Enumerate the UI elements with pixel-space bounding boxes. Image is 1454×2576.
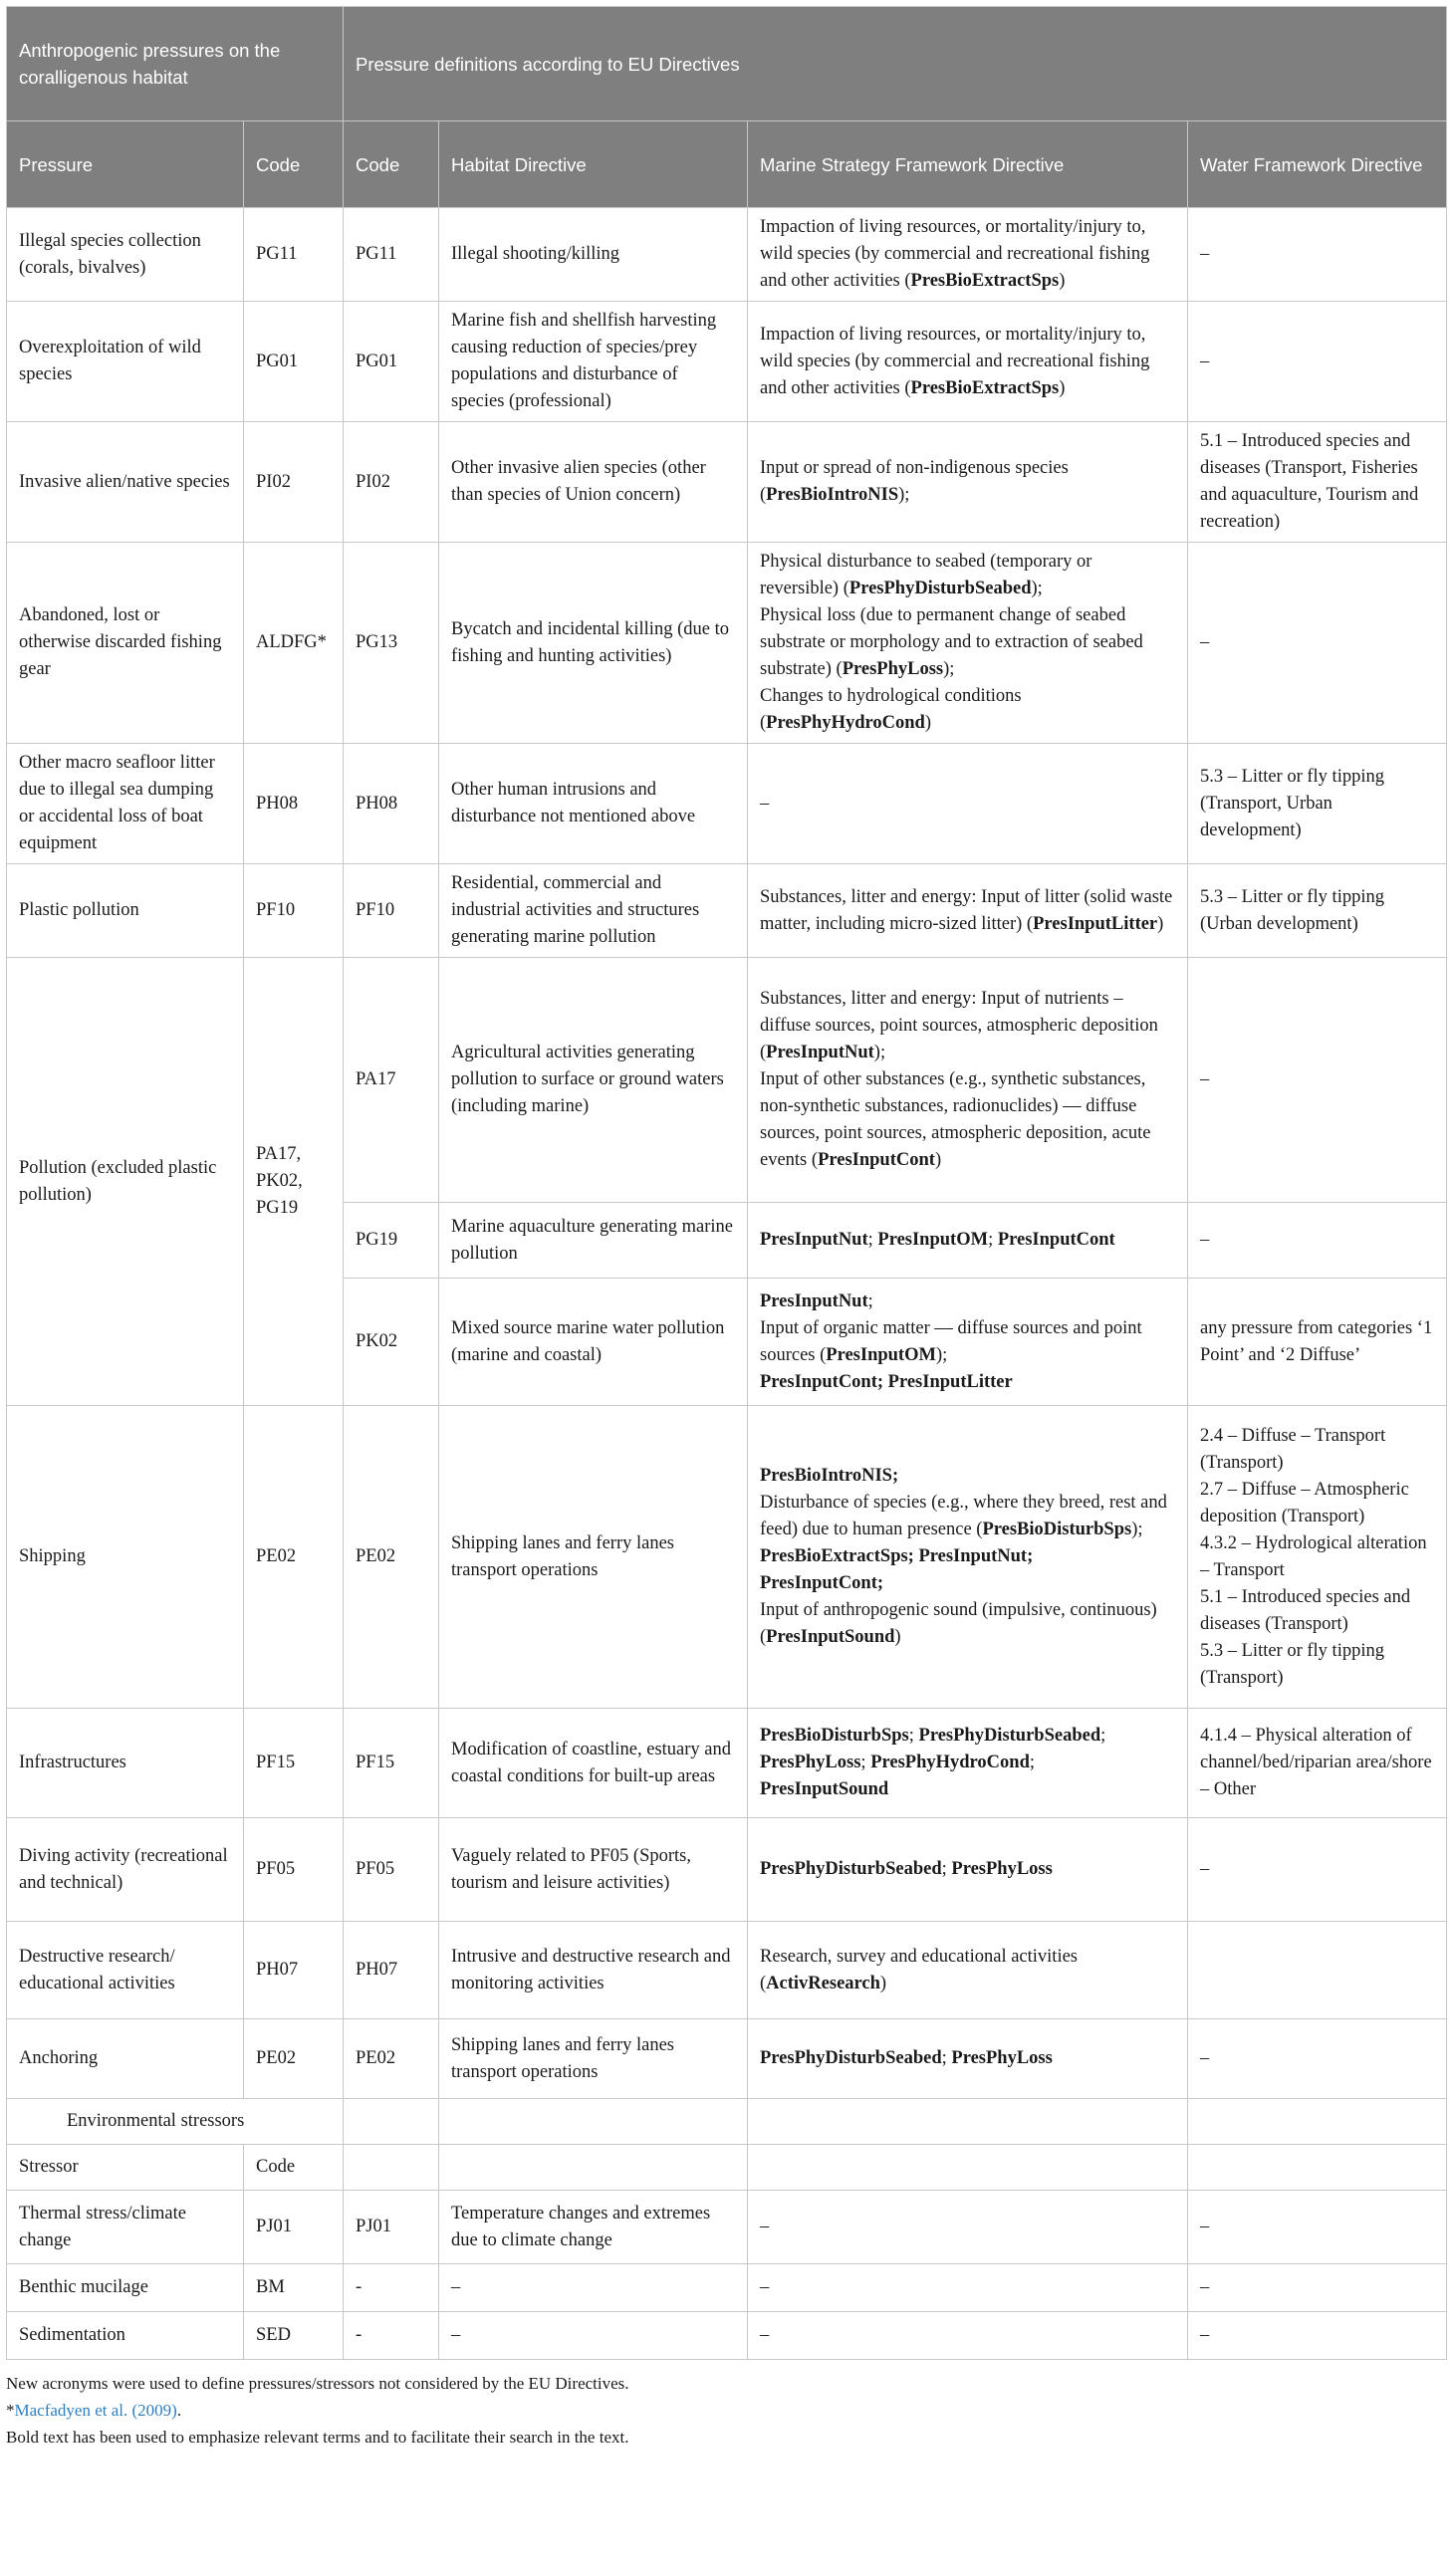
habitat-cell: Shipping lanes and ferry lanes transport operations (439, 2019, 748, 2099)
footnote-period: . (176, 2401, 182, 2420)
msfd-cell: – (748, 2312, 1188, 2360)
header-column-row (7, 121, 1447, 208)
habitat-cell: Marine fish and shellfish harvesting causing reduction of species/prey populations and disturbance of species (professional) (439, 302, 748, 422)
empty-cell (748, 2145, 1188, 2191)
habitat-cell: Vaguely related to PF05 (Sports, tourism and leisure activities) (439, 1818, 748, 1922)
bold-term: PresInputOM (826, 1344, 936, 1365)
pressure-cell: Diving activity (recreational and technical) (7, 1818, 244, 1922)
col-header-code2: Code (344, 121, 439, 208)
directive-code-cell: PJ01 (344, 2191, 439, 2264)
bold-term: PresBioIntroNIS; (760, 1466, 899, 1486)
wfd-cell: – (1188, 2264, 1447, 2312)
text-segment: 5.1 – Introduced species and diseases (Transport) (1200, 1586, 1411, 1634)
section-row (7, 2099, 1447, 2145)
stressor-cell: Benthic mucilage (7, 2264, 244, 2312)
text-segment: 4.1.4 – Physical alteration of channel/bed/riparian area/shore – Other (1200, 1726, 1432, 1799)
text-segment: ; (988, 1230, 998, 1250)
stressor-cell: Sedimentation (7, 2312, 244, 2360)
text-segment: ); (1031, 579, 1043, 598)
text-segment: Input of anthropogenic sound (impulsive, continuous) ( (760, 1600, 1157, 1647)
text-segment: Disturbance of species (e.g., where they breed, rest and feed) due to human presence ( (760, 1493, 1167, 1539)
wfd-cell (1188, 1709, 1447, 1818)
text-segment: 5.3 – Litter or fly tipping (Transport) (1200, 1640, 1384, 1688)
text-segment: ) (1059, 271, 1066, 291)
pressure-cell: Infrastructures (7, 1709, 244, 1818)
wfd-cell (1188, 422, 1447, 543)
text-segment: Research, survey and educational activities ( (760, 1946, 1078, 1993)
bold-term: PresBioExtractSps (910, 377, 1060, 398)
bold-term: PresPhyHydroCond (766, 713, 925, 733)
pressure-cell: Plastic pollution (7, 864, 244, 958)
msfd-cell (748, 744, 1188, 864)
text-segment: Input of other substances (e.g., synthetic substances, non-synthetic substances, radionuclides) — diffuse sources, point sources, atmospheric deposition, acute events ( (760, 1069, 1151, 1170)
text-segment: Physical disturbance to seabed (temporary or reversible) ( (760, 552, 1092, 598)
wfd-cell (1188, 958, 1447, 1203)
code-cell: PF15 (244, 1709, 344, 1818)
col-header-code: Code (244, 121, 344, 208)
msfd-cell: – (748, 2191, 1188, 2264)
directive-code-cell: PI02 (344, 422, 439, 543)
bold-term: PresPhyLoss (951, 1859, 1053, 1879)
text-segment: Physical loss (due to permanent change of seabed substrate or morphology and to extraction of seabed substrate) ( (760, 605, 1143, 679)
text-segment: Impaction of living resources, or mortality/injury to, wild species (by commercial and recreational fishing and other activities ( (760, 217, 1150, 291)
pressure-cell: Overexploitation of wild species (7, 302, 244, 422)
table-row (7, 543, 1447, 744)
stressor-cell: Thermal stress/climate change (7, 2191, 244, 2264)
wfd-cell (1188, 1922, 1447, 2019)
empty-cell (1188, 2145, 1447, 2191)
habitat-cell: Temperature changes and extremes due to climate change (439, 2191, 748, 2264)
text-segment: 5.1 – Introduced species and diseases (Transport, Fisheries and aquaculture, Tourism and recreation) (1200, 431, 1419, 532)
code-cell: PG11 (244, 208, 344, 302)
code-cell: PI02 (244, 422, 344, 543)
pressure-cell: Invasive alien/native species (7, 422, 244, 543)
msfd-cell (748, 864, 1188, 958)
directive-code-cell: PE02 (344, 2019, 439, 2099)
directive-code-cell: PA17 (344, 958, 439, 1203)
directive-code-cell: PF15 (344, 1709, 439, 1818)
wfd-cell (1188, 1203, 1447, 1279)
msfd-cell (748, 1406, 1188, 1709)
text-segment: ; (941, 2048, 952, 2068)
text-segment: ) (1157, 913, 1164, 934)
text-segment: ; (867, 1290, 873, 1311)
directive-code-cell: PF05 (344, 1818, 439, 1922)
header-group-right: Pressure definitions according to EU Directives (344, 7, 1447, 121)
header-group-row (7, 7, 1447, 121)
bold-term: PresBioDisturbSps (982, 1520, 1132, 1539)
table-row (7, 2312, 1447, 2360)
footnote-bold: Bold text has been used to emphasize relevant terms and to facilitate their search in the text. (6, 2428, 629, 2447)
text-segment: ); (898, 485, 910, 505)
bold-term: PresInputCont; (760, 1573, 884, 1593)
bold-term: PresInputNut (760, 1230, 868, 1250)
msfd-cell (748, 958, 1188, 1203)
text-segment: – (1200, 2048, 1210, 2068)
table-row (7, 2191, 1447, 2264)
table-row (7, 2019, 1447, 2099)
bold-term: PresPhyLoss (842, 659, 944, 679)
wfd-cell (1188, 1279, 1447, 1406)
msfd-cell (748, 1279, 1188, 1406)
bold-term: PresInputLitter (1033, 913, 1158, 934)
text-segment: – (1200, 1230, 1210, 1250)
col-header-habitat: Habitat Directive (439, 121, 748, 208)
habitat-cell: Residential, commercial and industrial activities and structures generating marine pollution (439, 864, 748, 958)
table-row (7, 1709, 1447, 1818)
text-segment: 4.3.2 – Hydrological alteration – Transport (1200, 1532, 1427, 1580)
table-row (7, 302, 1447, 422)
wfd-cell (1188, 208, 1447, 302)
bold-term: PresPhyDisturbSeabed (760, 2048, 942, 2068)
bold-term: PresInputNut (766, 1043, 874, 1062)
directive-code-cell: - (344, 2312, 439, 2360)
bold-term: PresInputCont (818, 1150, 935, 1170)
msfd-cell (748, 543, 1188, 744)
text-segment: ) (879, 1973, 887, 1993)
col-header-pressure: Pressure (7, 121, 244, 208)
col-header-msfd: Marine Strategy Framework Directive (748, 121, 1188, 208)
header-group-left: Anthropogenic pressures on the coralligenous habitat (7, 7, 344, 121)
msfd-cell: – (748, 2264, 1188, 2312)
bold-term: PresPhyHydroCond (870, 1753, 1030, 1772)
table-body (7, 208, 1447, 2360)
footnote-citation (6, 2397, 1446, 2424)
directive-code-cell: PH08 (344, 744, 439, 864)
code-cell: BM (244, 2264, 344, 2312)
msfd-cell (748, 208, 1188, 302)
code-cell: PJ01 (244, 2191, 344, 2264)
text-segment: – (1200, 351, 1210, 371)
wfd-cell (1188, 2019, 1447, 2099)
text-segment: ); (943, 659, 955, 679)
code-cell: PF05 (244, 1818, 344, 1922)
text-segment: Changes to hydrological conditions ( (760, 686, 1022, 733)
msfd-cell (748, 2019, 1188, 2099)
bold-term: PresBioExtractSps; PresInputNut; (760, 1546, 1034, 1566)
col-header-stressor-code: Code (244, 2145, 344, 2191)
code-cell: SED (244, 2312, 344, 2360)
text-segment: ; (867, 1230, 878, 1250)
pressure-cell: Other macro seafloor litter due to illegal sea dumping or accidental loss of boat equipment (7, 744, 244, 864)
bold-term: PresBioDisturbSps (760, 1726, 909, 1746)
habitat-cell: Shipping lanes and ferry lanes transport operations (439, 1406, 748, 1709)
habitat-cell: Other invasive alien species (other than species of Union concern) (439, 422, 748, 543)
table-footnotes (6, 2370, 1446, 2451)
bold-term: PresPhyDisturbSeabed (918, 1726, 1101, 1746)
bold-term: PresInputNut (760, 1290, 868, 1311)
table-row (7, 422, 1447, 543)
empty-cell (1188, 2099, 1447, 2145)
text-segment: ; (1029, 1753, 1035, 1772)
directive-code-cell: PG13 (344, 543, 439, 744)
habitat-cell: Agricultural activities generating pollution to surface or ground waters (including marine) (439, 958, 748, 1203)
pressure-cell: Abandoned, lost or otherwise discarded fishing gear (7, 543, 244, 744)
bold-term: PresInputOM (877, 1230, 989, 1250)
code-cell: ALDFG* (244, 543, 344, 744)
text-segment: – (1200, 1069, 1210, 1089)
empty-cell (439, 2099, 748, 2145)
code-cell: PH07 (244, 1922, 344, 2019)
table-row (7, 1406, 1447, 1709)
text-segment: ) (894, 1627, 901, 1647)
wfd-cell (1188, 1406, 1447, 1709)
text-segment: Input or spread of non-indigenous species ( (760, 458, 1069, 505)
code-cell: PE02 (244, 1406, 344, 1709)
code-cell: PF10 (244, 864, 344, 958)
text-segment: – (1200, 1859, 1210, 1879)
text-segment: ) (934, 1150, 942, 1170)
pressure-cell: Destructive research/ educational activities (7, 1922, 244, 2019)
table-row (7, 2264, 1447, 2312)
habitat-cell: Marine aquaculture generating marine pollution (439, 1203, 748, 1279)
text-segment: 2.7 – Diffuse – Atmospheric deposition (Transport) (1200, 1479, 1409, 1526)
habitat-cell: Other human intrusions and disturbance not mentioned above (439, 744, 748, 864)
wfd-cell (1188, 864, 1447, 958)
code-cell: PH08 (244, 744, 344, 864)
footnote-acronyms: New acronyms were used to define pressures/stressors not considered by the EU Directives. (6, 2374, 629, 2393)
table-wrapper (6, 6, 1446, 2451)
code-cell: PG01 (244, 302, 344, 422)
directive-code-cell: PF10 (344, 864, 439, 958)
pressure-cell: Illegal species collection (corals, bivalves) (7, 208, 244, 302)
habitat-cell: – (439, 2264, 748, 2312)
code-cell: PE02 (244, 2019, 344, 2099)
msfd-cell (748, 302, 1188, 422)
bold-term: PresBioExtractSps (910, 271, 1060, 291)
directive-code-cell: PG11 (344, 208, 439, 302)
bold-term: PresPhyDisturbSeabed (760, 1859, 942, 1879)
table-row (7, 1922, 1447, 2019)
table-row (7, 1818, 1447, 1922)
table-row (7, 864, 1447, 958)
directive-code-cell: - (344, 2264, 439, 2312)
text-segment: Substances, litter and energy: Input of nutrients – diffuse sources, point sources, atmospheric deposition ( (760, 989, 1158, 1062)
habitat-cell: Intrusive and destructive research and monitoring activities (439, 1922, 748, 2019)
wfd-cell (1188, 302, 1447, 422)
text-segment: ); (1131, 1520, 1143, 1539)
pressure-cell: Shipping (7, 1406, 244, 1709)
pressure-cell: Anchoring (7, 2019, 244, 2099)
habitat-cell: Mixed source marine water pollution (marine and coastal) (439, 1279, 748, 1406)
bold-term: PresPhyDisturbSeabed (848, 579, 1032, 598)
msfd-cell (748, 1709, 1188, 1818)
wfd-cell (1188, 744, 1447, 864)
directive-code-cell: PH07 (344, 1922, 439, 2019)
table-row (7, 958, 1447, 1203)
empty-cell (344, 2145, 439, 2191)
text-segment: ; (860, 1753, 871, 1772)
directive-code-cell: PG19 (344, 1203, 439, 1279)
footnote-star: * (6, 2401, 15, 2420)
pressure-cell: Pollution (excluded plastic pollution) (7, 958, 244, 1406)
text-segment: ; (1100, 1726, 1106, 1746)
wfd-cell (1188, 543, 1447, 744)
habitat-cell: Bycatch and incidental killing (due to fishing and hunting activities) (439, 543, 748, 744)
text-segment: ); (935, 1344, 948, 1365)
text-segment: 5.3 – Litter or fly tipping (Urban development) (1200, 886, 1384, 934)
bold-term: PresInputSound (760, 1779, 889, 1799)
text-segment: ; (908, 1726, 919, 1746)
msfd-cell (748, 1203, 1188, 1279)
text-segment: ; (941, 1859, 952, 1879)
msfd-cell (748, 1922, 1188, 2019)
pressures-table (6, 6, 1447, 2360)
msfd-cell (748, 1818, 1188, 1922)
col-header-wfd: Water Framework Directive (1188, 121, 1447, 208)
text-segment: 5.3 – Litter or fly tipping (Transport, Urban development) (1200, 766, 1384, 840)
text-segment: – (1200, 632, 1210, 652)
col-header-stressor: Stressor (7, 2145, 244, 2191)
text-segment: ) (1059, 377, 1066, 398)
subheader-row (7, 2145, 1447, 2191)
bold-term: PresInputCont (997, 1230, 1115, 1250)
text-segment: ); (873, 1043, 886, 1062)
directive-code-cell: PK02 (344, 1279, 439, 1406)
citation-link[interactable]: Macfadyen et al. (2009) (14, 2401, 177, 2420)
text-segment: ) (924, 713, 932, 733)
bold-term: PresPhyLoss (951, 2048, 1053, 2068)
text-segment: – (760, 793, 770, 814)
wfd-cell (1188, 1818, 1447, 1922)
empty-cell (344, 2099, 439, 2145)
wfd-cell: – (1188, 2312, 1447, 2360)
section-title: Environmental stressors (7, 2099, 344, 2145)
habitat-cell: Illegal shooting/killing (439, 208, 748, 302)
text-segment: Substances, litter and energy: Input of litter (solid waste matter, including micro-sized litter) ( (760, 886, 1173, 934)
wfd-cell: – (1188, 2191, 1447, 2264)
text-segment: – (1200, 244, 1210, 264)
code-cell: PA17, PK02, PG19 (244, 958, 344, 1406)
bold-term: PresBioIntroNIS (766, 485, 899, 505)
directive-code-cell: PE02 (344, 1406, 439, 1709)
bold-term: PresInputCont; PresInputLitter (760, 1371, 1013, 1392)
directive-code-cell: PG01 (344, 302, 439, 422)
text-segment: Input of organic matter — diffuse sources and point sources ( (760, 1317, 1142, 1365)
empty-cell (439, 2145, 748, 2191)
bold-term: ActivResearch (766, 1973, 880, 1993)
empty-cell (748, 2099, 1188, 2145)
table-row (7, 744, 1447, 864)
text-segment: any pressure from categories ‘1 Point’ and ‘2 Diffuse’ (1200, 1317, 1433, 1365)
habitat-cell: – (439, 2312, 748, 2360)
bold-term: PresInputSound (766, 1627, 895, 1647)
text-segment: 2.4 – Diffuse – Transport (Transport) (1200, 1425, 1386, 1473)
bold-term: PresPhyLoss (760, 1753, 861, 1772)
table-row (7, 208, 1447, 302)
msfd-cell (748, 422, 1188, 543)
habitat-cell: Modification of coastline, estuary and coastal conditions for built-up areas (439, 1709, 748, 1818)
text-segment: Impaction of living resources, or mortality/injury to, wild species (by commercial and recreational fishing and other activities ( (760, 324, 1150, 398)
